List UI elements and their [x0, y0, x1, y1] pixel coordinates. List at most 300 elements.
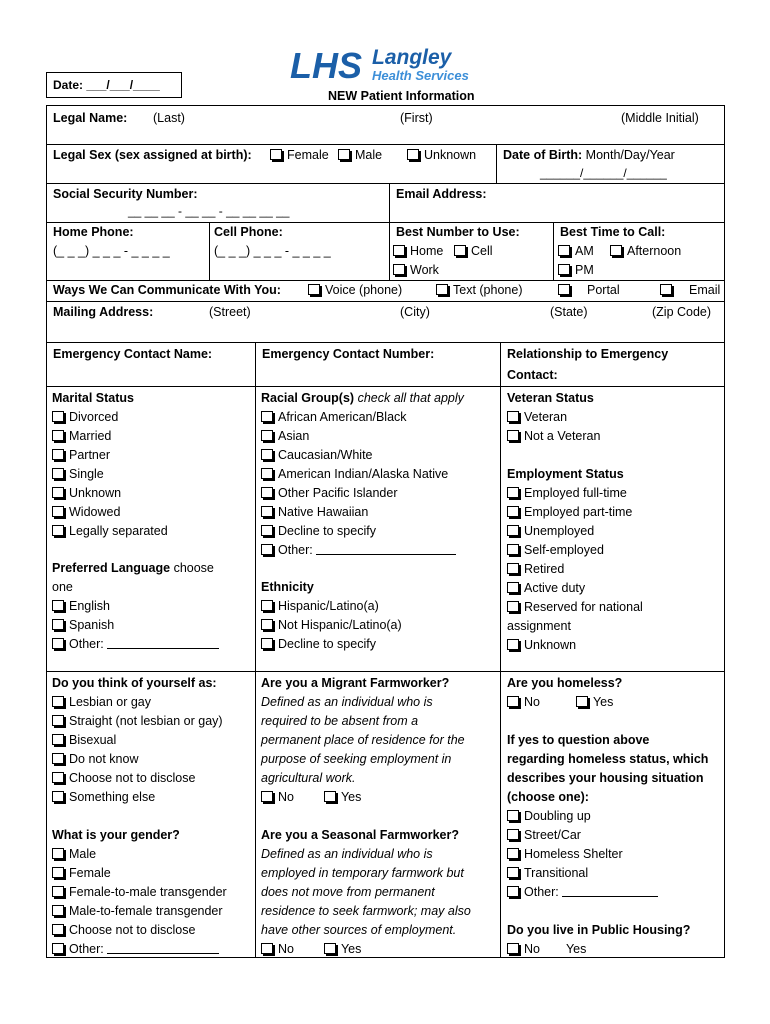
dob-blank: ______/______/______ [540, 166, 667, 180]
checkbox-icon[interactable] [324, 943, 336, 954]
divider [209, 222, 210, 280]
checkbox-icon[interactable] [507, 544, 519, 555]
housing-situation-option[interactable] [507, 864, 708, 883]
sex-female-option[interactable] [270, 148, 329, 162]
language-option-spanish[interactable] [52, 616, 219, 635]
divider [496, 144, 497, 183]
rule [46, 280, 725, 281]
checkbox-icon[interactable] [507, 886, 519, 897]
mailing-label: Mailing Address: [53, 305, 154, 319]
employment-title: Employment Status [507, 467, 624, 481]
option-label: Not Hispanic/Latino(a) [278, 618, 402, 632]
gender-other-blank[interactable] [107, 942, 219, 954]
orientation-group [52, 674, 223, 807]
marital-status-group [52, 389, 168, 541]
checkbox-icon[interactable] [52, 600, 64, 611]
checkbox-icon[interactable] [507, 563, 519, 574]
checkbox-icon[interactable] [507, 639, 519, 650]
home-phone-blank[interactable]: (_ _ _) _ _ _ - _ _ _ _ [53, 244, 170, 258]
checkbox-icon[interactable] [261, 411, 273, 422]
language-option-english[interactable] [52, 597, 219, 616]
homeless-title: Are you homeless? [507, 676, 623, 690]
rule [46, 144, 725, 145]
orientation-option[interactable] [52, 788, 223, 807]
checkbox-icon[interactable] [507, 601, 519, 612]
employment-option[interactable] [507, 484, 643, 503]
checkbox-icon[interactable] [52, 506, 64, 517]
best-time-afternoon[interactable] [610, 244, 681, 258]
checkbox-icon[interactable] [52, 715, 64, 726]
option-label: Unknown [424, 148, 477, 162]
divider [500, 342, 501, 957]
housing-situation-option[interactable] [507, 826, 708, 845]
dob-field[interactable] [503, 148, 675, 162]
checkbox-icon[interactable] [507, 829, 519, 840]
option-label: English [69, 599, 110, 613]
option-label: Female-to-male transgender [69, 885, 227, 899]
option-label: Legally separated [69, 524, 168, 538]
migrant-title: Are you a Migrant Farmworker? [261, 676, 450, 690]
employment-option[interactable] [507, 636, 643, 655]
checkbox-icon[interactable] [308, 284, 320, 295]
checkbox-icon[interactable] [261, 943, 273, 954]
orientation-option[interactable] [52, 750, 223, 769]
housing-situation-other[interactable] [507, 883, 708, 902]
checkbox-icon[interactable] [52, 867, 64, 878]
seasonal-def-line: Defined as an individual who is [261, 847, 433, 861]
employment-option[interactable] [507, 503, 643, 522]
option-label: Home [410, 244, 444, 258]
seasonal-answer [261, 940, 471, 959]
racial-option[interactable] [261, 522, 464, 541]
public-housing-yes-option[interactable] [566, 942, 586, 956]
marital-option[interactable] [52, 427, 168, 446]
option-label: Something else [69, 790, 156, 804]
racial-other-blank[interactable] [316, 543, 456, 555]
checkbox-icon[interactable] [261, 449, 273, 460]
option-label: Hispanic/Latino(a) [278, 599, 379, 613]
option-label: Lesbian or gay [69, 695, 152, 709]
option-label: Do not know [69, 752, 139, 766]
checkbox-icon[interactable] [660, 284, 672, 295]
option-label: Work [410, 263, 439, 277]
migrant-group [261, 674, 465, 807]
ec-number-label: Emergency Contact Number: [262, 347, 435, 361]
migrant-def-line: agricultural work. [261, 771, 356, 785]
option-label: Reserved for national [524, 600, 643, 614]
orientation-option[interactable] [52, 693, 223, 712]
option-label: Portal [587, 283, 620, 297]
option-label: No [278, 790, 294, 804]
gender-option[interactable] [52, 902, 227, 921]
checkbox-icon[interactable] [52, 487, 64, 498]
last-name-hint: (Last) [153, 111, 185, 125]
checkbox-icon[interactable] [576, 696, 588, 707]
divider [389, 183, 390, 280]
communicate-text[interactable] [436, 283, 522, 297]
checkbox-icon[interactable] [558, 245, 570, 256]
rule [46, 301, 725, 302]
email-label: Email Address: [396, 187, 487, 201]
language-option-other[interactable] [52, 635, 219, 654]
marital-option[interactable] [52, 408, 168, 427]
option-label: Voice (phone) [325, 283, 403, 297]
checkbox-icon[interactable] [558, 264, 570, 275]
best-number-label: Best Number to Use: [396, 225, 520, 239]
zip-hint: (Zip Code) [652, 305, 712, 319]
option-label: No [524, 695, 540, 709]
divider [553, 222, 554, 280]
gender-title: What is your gender? [52, 828, 180, 842]
housing-other-blank[interactable] [562, 885, 658, 897]
dob-format: Month/Day/Year [585, 148, 675, 162]
homeless-yes-option[interactable] [576, 695, 613, 709]
checkbox-icon[interactable] [52, 696, 64, 707]
gender-group [52, 826, 227, 959]
checkbox-icon[interactable] [507, 867, 519, 878]
option-label: Decline to specify [278, 524, 376, 538]
logo-initials: LHS [290, 45, 362, 86]
date-label: Date: ___/___/____ [53, 78, 160, 92]
best-number-home[interactable] [393, 244, 443, 258]
employment-option[interactable] [507, 541, 643, 560]
racial-option[interactable] [261, 446, 464, 465]
gender-option[interactable] [52, 883, 227, 902]
checkbox-icon[interactable] [261, 619, 273, 630]
sex-unknown-option[interactable] [407, 148, 476, 162]
gender-option-other[interactable] [52, 940, 227, 959]
option-label: Veteran [524, 410, 568, 424]
orientation-title: Do you think of yourself as: [52, 676, 217, 690]
option-label: American Indian/Alaska Native [278, 467, 449, 481]
best-time-label: Best Time to Call: [560, 225, 666, 239]
homeless-followup-line: (choose one): [507, 790, 589, 804]
checkbox-icon[interactable] [261, 468, 273, 479]
communicate-portal[interactable] [558, 283, 620, 297]
first-name-hint: (First) [400, 111, 433, 125]
homeless-no-option[interactable] [507, 695, 540, 709]
checkbox-icon[interactable] [52, 525, 64, 536]
migrant-def-line: required to be absent from a [261, 714, 419, 728]
racial-option[interactable] [261, 408, 464, 427]
marital-title: Marital Status [52, 391, 134, 405]
checkbox-icon[interactable] [52, 791, 64, 802]
checkbox-icon[interactable] [436, 284, 448, 295]
cell-phone-label: Cell Phone: [214, 225, 283, 239]
ssn-blank[interactable]: __ __ __ - __ __ - __ __ __ __ [128, 204, 290, 218]
marital-option[interactable] [52, 484, 168, 503]
option-label: Self-employed [524, 543, 604, 557]
logo-subtitle: Health Services [372, 68, 469, 83]
option-label: Caucasian/White [278, 448, 373, 462]
checkbox-icon[interactable] [261, 487, 273, 498]
option-label: Not a Veteran [524, 429, 601, 443]
orientation-option[interactable] [52, 712, 223, 731]
rule [46, 342, 725, 343]
communicate-email[interactable] [660, 283, 720, 297]
checkbox-icon[interactable] [393, 245, 405, 256]
logo-graphic [290, 44, 490, 86]
option-label: Choose not to disclose [69, 771, 196, 785]
city-hint: (City) [400, 305, 430, 319]
rule [46, 386, 725, 387]
best-time-am[interactable] [558, 244, 594, 258]
option-label: Asian [278, 429, 310, 443]
frame-left [46, 105, 47, 958]
checkbox-icon[interactable] [393, 264, 405, 275]
racial-hint: check all that apply [357, 391, 464, 405]
racial-title-line [261, 389, 464, 408]
option-label: Married [69, 429, 112, 443]
checkbox-icon[interactable] [52, 886, 64, 897]
option-label: Single [69, 467, 104, 481]
racial-option[interactable] [261, 484, 464, 503]
housing-situation-option[interactable] [507, 845, 708, 864]
rule [46, 105, 725, 106]
checkbox-icon[interactable] [52, 753, 64, 764]
checkbox-icon[interactable] [52, 638, 64, 649]
relationship-label-2: Contact: [507, 368, 558, 382]
checkbox-icon[interactable] [507, 848, 519, 859]
option-label: Bisexual [69, 733, 117, 747]
option-label: Active duty [524, 581, 586, 595]
option-label: Female [287, 148, 329, 162]
ec-name-label: Emergency Contact Name: [53, 347, 213, 361]
checkbox-icon[interactable] [52, 943, 64, 954]
best-number-cell[interactable] [454, 244, 493, 258]
language-other-blank[interactable] [107, 637, 219, 649]
checkbox-icon[interactable] [507, 582, 519, 593]
seasonal-no-option[interactable] [261, 942, 294, 956]
option-label: Spanish [69, 618, 115, 632]
option-label: Divorced [69, 410, 119, 424]
option-label: PM [575, 263, 594, 277]
checkbox-icon[interactable] [52, 411, 64, 422]
employment-option[interactable] [507, 560, 643, 579]
homeless-followup-line: regarding homeless status, which [507, 752, 709, 766]
cell-phone-blank[interactable]: (_ _ _) _ _ _ - _ _ _ _ [214, 244, 331, 258]
option-label: Unemployed [524, 524, 595, 538]
option-label: Other: [278, 543, 313, 557]
veteran-option[interactable] [507, 408, 600, 427]
option-label: Female [69, 866, 111, 880]
option-label: Yes [565, 942, 587, 956]
best-time-pm[interactable] [558, 263, 594, 277]
migrant-def-line: permanent place of residence for the [261, 733, 465, 747]
public-housing-title: Do you live in Public Housing? [507, 923, 691, 937]
veteran-title: Veteran Status [507, 391, 594, 405]
option-label: Choose not to disclose [69, 923, 196, 937]
option-label: African American/Black [278, 410, 407, 424]
legal-name-label: Legal Name: [53, 111, 128, 125]
checkbox-icon[interactable] [507, 696, 519, 707]
checkbox-icon[interactable] [507, 506, 519, 517]
employment-reserved-cont: assignment [507, 619, 571, 633]
option-label: Yes [340, 942, 362, 956]
homeless-followup-line: describes your housing situation [507, 771, 704, 785]
home-phone-label: Home Phone: [53, 225, 134, 239]
racial-option[interactable] [261, 503, 464, 522]
employment-group [507, 465, 643, 655]
marital-option[interactable] [52, 522, 168, 541]
option-label: Other: [69, 942, 104, 956]
employment-option[interactable] [507, 522, 643, 541]
public-housing-no-option[interactable] [507, 942, 540, 956]
checkbox-icon[interactable] [507, 411, 519, 422]
ethnicity-option[interactable] [261, 616, 402, 635]
sex-male-option[interactable] [338, 148, 382, 162]
communicate-voice[interactable] [308, 283, 402, 297]
option-label: Native Hawaiian [278, 505, 369, 519]
veteran-option[interactable] [507, 427, 600, 446]
best-number-work[interactable] [393, 263, 439, 277]
migrant-yes-option[interactable] [324, 790, 361, 804]
checkbox-icon[interactable] [261, 525, 273, 536]
seasonal-group [261, 826, 471, 959]
employment-option[interactable] [507, 598, 643, 617]
racial-group [261, 389, 464, 560]
checkbox-icon[interactable] [261, 638, 273, 649]
option-label: No [278, 942, 294, 956]
rule [46, 671, 725, 672]
option-label: Unknown [69, 486, 122, 500]
option-label: Email [689, 283, 721, 297]
option-label: Doubling up [524, 809, 591, 823]
option-label: Male-to-female transgender [69, 904, 223, 918]
checkbox-icon[interactable] [338, 149, 350, 160]
seasonal-title: Are you a Seasonal Farmworker? [261, 828, 459, 842]
checkbox-icon[interactable] [52, 430, 64, 441]
ethnicity-group [261, 578, 402, 654]
form-title: NEW Patient Information [328, 89, 475, 103]
checkbox-icon[interactable] [507, 430, 519, 441]
checkbox-icon[interactable] [454, 245, 466, 256]
migrant-def-line: Defined as an individual who is [261, 695, 433, 709]
gender-option[interactable] [52, 864, 227, 883]
ethnicity-option[interactable] [261, 597, 402, 616]
checkbox-icon[interactable] [610, 245, 622, 256]
racial-option-other[interactable] [261, 541, 464, 560]
option-label: Text (phone) [453, 283, 523, 297]
migrant-answer [261, 788, 465, 807]
option-label: Transitional [524, 866, 589, 880]
checkbox-icon[interactable] [261, 791, 273, 802]
checkbox-icon[interactable] [407, 149, 419, 160]
seasonal-def-line: residence to seek farmwork; may also [261, 904, 471, 918]
checkbox-icon[interactable] [52, 905, 64, 916]
option-label: AM [575, 244, 594, 258]
middle-initial-hint: (Middle Initial) [621, 111, 699, 125]
checkbox-icon[interactable] [52, 772, 64, 783]
migrant-no-option[interactable] [261, 790, 294, 804]
logo-name: Langley [372, 46, 452, 69]
option-label: Retired [524, 562, 565, 576]
checkbox-icon[interactable] [52, 848, 64, 859]
migrant-def-line: purpose of seeking employment in [261, 752, 452, 766]
option-label: Other: [69, 637, 104, 651]
option-label: Male [69, 847, 97, 861]
gender-option[interactable] [52, 921, 227, 940]
checkbox-icon[interactable] [52, 468, 64, 479]
option-label: Partner [69, 448, 110, 462]
langley-logo [290, 44, 490, 86]
orientation-option[interactable] [52, 769, 223, 788]
checkbox-icon[interactable] [261, 600, 273, 611]
ethnicity-title: Ethnicity [261, 580, 314, 594]
orientation-option[interactable] [52, 731, 223, 750]
checkbox-icon[interactable] [507, 525, 519, 536]
housing-situation-option[interactable] [507, 807, 708, 826]
ethnicity-option[interactable] [261, 635, 402, 654]
option-label: Employed full-time [524, 486, 627, 500]
marital-option[interactable] [52, 503, 168, 522]
checkbox-icon[interactable] [507, 943, 519, 954]
checkbox-icon[interactable] [261, 544, 273, 555]
gender-option[interactable] [52, 845, 227, 864]
seasonal-yes-option[interactable] [324, 942, 361, 956]
language-title: Preferred Language [52, 561, 171, 575]
checkbox-icon[interactable] [52, 619, 64, 630]
homeless-answer [507, 693, 708, 712]
checkbox-icon[interactable] [261, 430, 273, 441]
public-housing-answer [507, 940, 708, 959]
homeless-group [507, 674, 708, 959]
checkbox-icon[interactable] [52, 924, 64, 935]
communicate-label: Ways We Can Communicate With You: [53, 283, 281, 297]
option-label: Employed part-time [524, 505, 633, 519]
option-label: Straight (not lesbian or gay) [69, 714, 223, 728]
street-hint: (Street) [209, 305, 251, 319]
seasonal-def-line: employed in temporary farmwork but [261, 866, 464, 880]
racial-title: Racial Group(s) [261, 391, 355, 405]
homeless-followup-line: If yes to question above [507, 733, 650, 747]
option-label: Afternoon [627, 244, 682, 258]
checkbox-icon[interactable] [507, 810, 519, 821]
checkbox-icon[interactable] [52, 734, 64, 745]
state-hint: (State) [550, 305, 588, 319]
seasonal-def-line: does not move from permanent [261, 885, 435, 899]
marital-option[interactable] [52, 465, 168, 484]
checkbox-icon[interactable] [324, 791, 336, 802]
option-label: Yes [340, 790, 362, 804]
ssn-label: Social Security Number: [53, 187, 198, 201]
option-label: Cell [471, 244, 493, 258]
checkbox-icon[interactable] [507, 487, 519, 498]
option-label: Street/Car [524, 828, 581, 842]
language-hint-cont: one [52, 580, 73, 594]
checkbox-icon[interactable] [52, 449, 64, 460]
seasonal-def-line: have other sources of employment. [261, 923, 457, 937]
checkbox-icon[interactable] [261, 506, 273, 517]
dob-label: Date of Birth: [503, 148, 583, 162]
rule [46, 222, 725, 223]
rule [46, 183, 725, 184]
employment-option[interactable] [507, 579, 643, 598]
checkbox-icon[interactable] [558, 284, 570, 295]
option-label: Unknown [524, 638, 577, 652]
veteran-group [507, 389, 600, 446]
divider [255, 342, 256, 957]
racial-option[interactable] [261, 427, 464, 446]
checkbox-icon[interactable] [270, 149, 282, 160]
language-title-line [52, 559, 219, 578]
racial-option[interactable] [261, 465, 464, 484]
marital-option[interactable] [52, 446, 168, 465]
date-field[interactable] [46, 72, 182, 98]
language-group [52, 559, 219, 654]
option-label: Decline to specify [278, 637, 376, 651]
frame-right [724, 105, 725, 958]
